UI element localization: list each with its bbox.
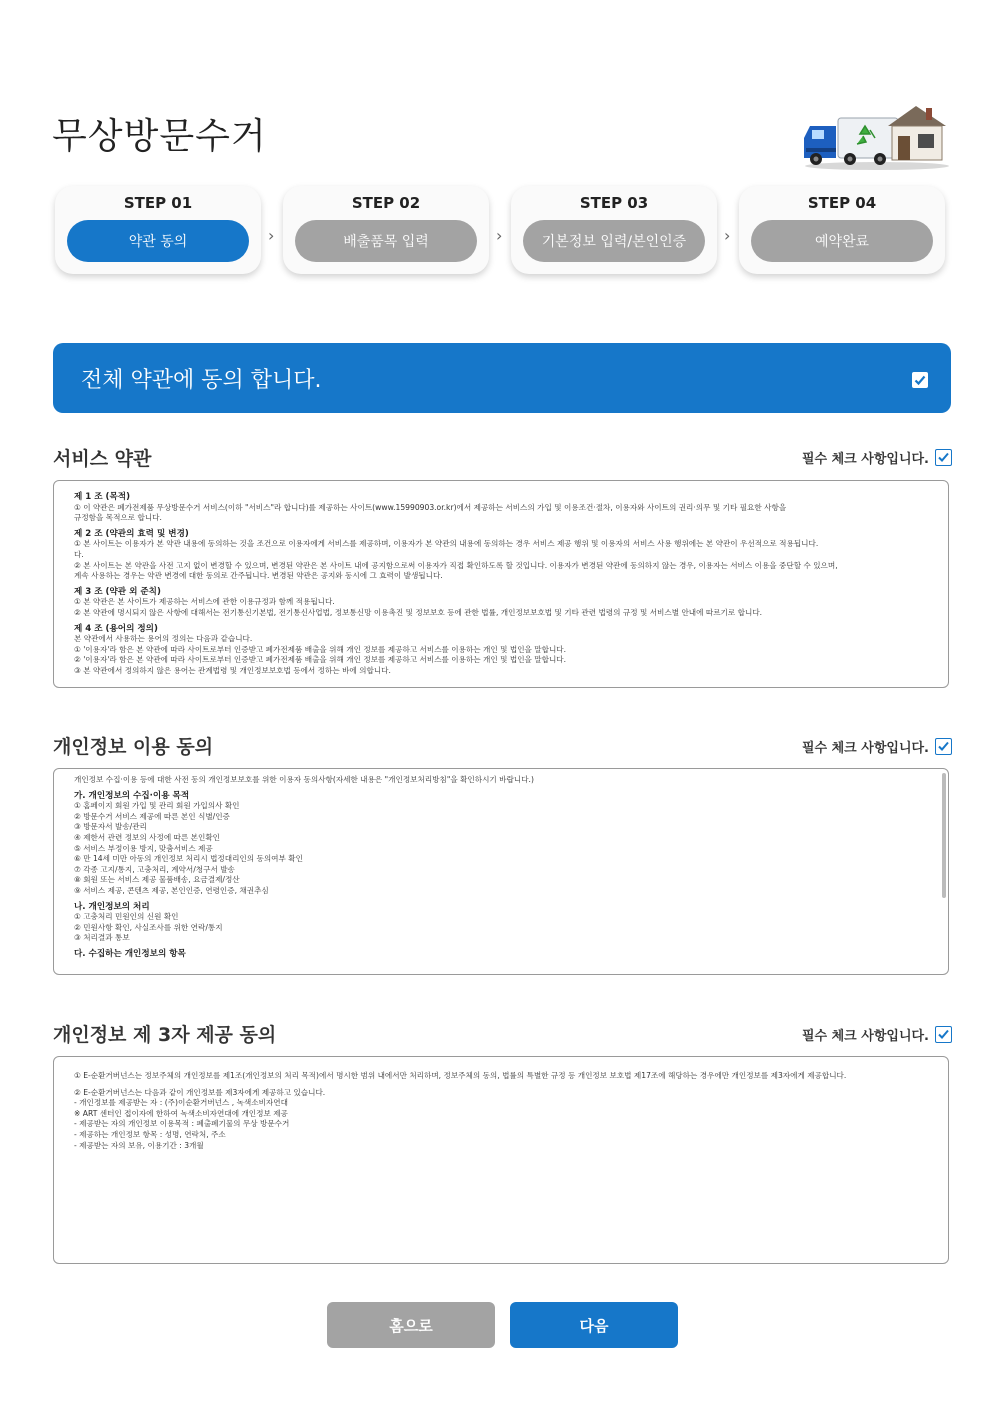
step-4 (739, 186, 945, 274)
privacy-terms-required (802, 737, 952, 756)
step-4-label: STEP 04 (807, 194, 877, 212)
terms-line: - 제공받는 자의 개인정보 이용목적 : 폐출폐기물의 무상 방문수거 (74, 1119, 290, 1129)
terms-line: 계속 사용하는 경우는 약관 변경에 대한 동의로 간주됩니다. 변경된 약관은 공지와 동시에 그 효력이 발생됩니다. (74, 571, 443, 581)
terms-heading: 나. 개인정보의 처리 (74, 901, 150, 912)
third-party-terms-checkbox[interactable] (935, 1026, 952, 1043)
terms-line: ⑦ 각종 고지/통지, 고충처리, 계약서/청구서 발송 (74, 864, 235, 874)
chevron-right-icon: › (496, 226, 503, 245)
step-2 (283, 186, 489, 274)
terms-line: ※ ART 센터인 접이자에 한하여 녹색소비자연대에 개인정보 제공 (74, 1108, 288, 1118)
privacy-terms-box[interactable] (53, 768, 949, 975)
terms-line: ① 본 약관은 본 사이트가 제공하는 서비스에 관한 이용규정과 함께 적용됩니다. (74, 597, 335, 607)
step-4-pill: 예약완료 (751, 220, 933, 262)
terms-line: ② E-순환거버넌스는 다음과 같이 개인정보를 제3자에게 제공하고 있습니다. (74, 1087, 326, 1097)
terms-line: - 제공받는 자의 보유, 이용기간 : 3개월 (74, 1140, 204, 1150)
service-terms-box[interactable] (53, 480, 949, 688)
step-1-pill: 약관 동의 (67, 220, 249, 262)
step-2-label: STEP 02 (351, 194, 421, 212)
terms-heading: 제 2 조 (약관의 효력 및 변경) (74, 528, 189, 539)
step-progress (55, 186, 950, 278)
recycle-truck-house-icon (802, 104, 952, 170)
terms-line: ② '이용자'라 함은 본 약관에 따라 사이트로부터 인증받고 폐가전제품 배출을 위해 개인 정보를 제공하고 서비스를 이용하는 개인 및 법인을 말합니다. (74, 655, 567, 665)
step-1 (55, 186, 261, 274)
privacy-terms-checkbox[interactable] (935, 738, 952, 755)
required-text: 필수 체크 사항입니다. (801, 1029, 929, 1044)
privacy-terms-title: 개인정보 이용 동의 (53, 736, 214, 758)
third-party-terms-box[interactable] (53, 1056, 949, 1264)
service-terms-required (802, 448, 952, 467)
service-terms-checkbox[interactable] (935, 449, 952, 466)
terms-line: ⑧ 회원 또는 서비스 제공 물품배송, 요금결제/정산 (74, 875, 240, 885)
next-button[interactable]: 다음 (510, 1302, 678, 1348)
terms-heading: 제 4 조 (용어의 정의) (74, 623, 158, 634)
step-3 (511, 186, 717, 274)
terms-line: 본 약관에서 사용하는 용어의 정의는 다음과 같습니다. (74, 634, 253, 644)
terms-line: ① E-순환거버넌스는 정보주체의 개인정보를 제1조(개인정보의 처리 목적)에서 명시한 범위 내에서만 처리하며, 정보주체의 동의, 법률의 특별한 규정 등 개인정보 보호법 제17조에 해당하는 경우에만 개인정보를 제3자에게 제공합니다. (74, 1071, 847, 1080)
terms-line: ③ 방문자서 발송/관리 (74, 822, 147, 832)
home-button[interactable]: 홈으로 (327, 1302, 495, 1348)
agree-all-banner[interactable] (53, 343, 951, 413)
agree-all-text: 전체 약관에 동의 합니다. (81, 368, 322, 393)
agree-all-checkbox[interactable] (912, 372, 928, 388)
step-3-pill: 기본정보 입력/본인인증 (523, 220, 705, 262)
terms-line: - 개인정보를 제공받는 자 : (주)이순환거버넌스 , 녹색소비자연대 (74, 1098, 288, 1108)
page-title: 무상방문수거 (52, 116, 267, 157)
terms-line: ② 본 사이트는 본 약관을 사전 고지 없이 변경할 수 있으며, 변경된 약관은 본 사이트 내에 공지함으로써 이용자가 직접 확인하도록 할 것입니다. 이용자가 변경된 약관에 동의하지 않는 경우, 이용자는 서비스 이용을 중단할 수 있으며, (74, 560, 838, 570)
checkmark-icon (937, 740, 950, 753)
terms-line: ① '이용자'라 함은 본 약관에 따라 사이트로부터 인증받고 폐가전제품 배출을 위해 개인 정보를 제공하고 서비스를 이용하는 개인 및 법인을 말합니다. (74, 644, 567, 654)
service-terms-title: 서비스 약관 (53, 448, 152, 470)
third-party-terms-required (802, 1025, 952, 1044)
terms-line: ① 이 약관은 폐가전제품 무상방문수거 서비스(이하 "서비스"라 합니다)를 제공하는 사이트(www.15990903.or.kr)에서 제공하는 서비스의 가입 및 이용조건·절차, 이용자와 사이트의 권리·의무 및 기타 필요한 사항을 (74, 502, 787, 512)
terms-line: ④ 제한서 관련 정보의 사정에 따른 본인확인 (74, 832, 220, 842)
checkmark-icon (937, 1028, 950, 1041)
chevron-right-icon: › (724, 226, 731, 245)
terms-heading: 제 3 조 (약관 외 준칙) (74, 586, 161, 597)
checkmark-icon (937, 451, 950, 464)
chevron-right-icon: › (268, 226, 275, 245)
terms-line: ③ 처리결과 통보 (74, 933, 130, 943)
terms-line: 규정함을 목적으로 합니다. (74, 513, 162, 523)
terms-line: ⑥ 만 14세 미만 아동의 개인정보 처리시 법정대리인의 동의여부 확인 (74, 854, 303, 864)
terms-line: ⑤ 서비스 부정이용 방지, 맞춤서비스 제공 (74, 843, 213, 853)
step-1-label: STEP 01 (123, 194, 193, 212)
terms-line: ① 본 사이트는 이용자가 본 약관 내용에 동의하는 것을 조건으로 이용자에게 서비스를 제공하며, 이용자가 본 약관의 내용에 동의하는 경우 서비스 제공 행위 및 이용자의 서비스 사용 행위에는 본 약관이 우선적으로 적용됩니다. (74, 539, 819, 549)
terms-line: ③ 본 약관에서 정의하지 않은 용어는 관계법령 및 개인정보보호법 등에서 정하는 바에 의합니다. (74, 665, 391, 675)
required-text: 필수 체크 사항입니다. (801, 452, 929, 467)
terms-line: ② 민원사항 확인, 사실조사를 위한 연락/통지 (74, 922, 223, 932)
terms-line: 개인정보 수집·이용 등에 대한 사전 동의 개인정보보호를 위한 이용자 동의사항(자세한 내용은 "개인정보처리방침"을 확인하시기 바랍니다.) (74, 775, 534, 784)
terms-heading: 가. 개인정보의 수집·이용 목적 (74, 790, 190, 801)
terms-line: ① 고충처리 민원인의 신원 확인 (74, 912, 179, 922)
third-party-terms-title: 개인정보 제 3자 제공 동의 (53, 1024, 277, 1046)
step-3-label: STEP 03 (579, 194, 649, 212)
terms-heading: 다. 수집하는 개인정보의 항목 (74, 948, 186, 959)
scrollbar[interactable] (942, 773, 946, 898)
terms-line: - 제공하는 개인정보 항목 : 성명, 연락처, 주소 (74, 1129, 226, 1139)
terms-line: 다. (74, 549, 84, 559)
terms-heading: 제 1 조 (목적) (74, 492, 131, 502)
terms-line: ② 방문수거 서비스 제공에 따른 본인 식별/인증 (74, 811, 230, 821)
checkmark-icon (912, 372, 928, 388)
terms-line: ② 본 약관에 명시되지 않은 사항에 대해서는 전기통신기본법, 전기통신사업법, 정보통신망 이용촉진 및 정보보호 등에 관한 법률, 개인정보보호법 및 기타 관련 법령의 규정 및 서비스별 안내에 따르기로 합니다. (74, 607, 763, 617)
terms-line: ⑨ 서비스 제공, 콘텐츠 제공, 본인인증, 연령인증, 채권추심 (74, 885, 269, 895)
required-text: 필수 체크 사항입니다. (801, 741, 929, 756)
terms-line: ① 홈페이지 회원 가입 및 관리 회원 가입의사 확인 (74, 801, 240, 811)
step-2-pill: 배출품목 입력 (295, 220, 477, 262)
